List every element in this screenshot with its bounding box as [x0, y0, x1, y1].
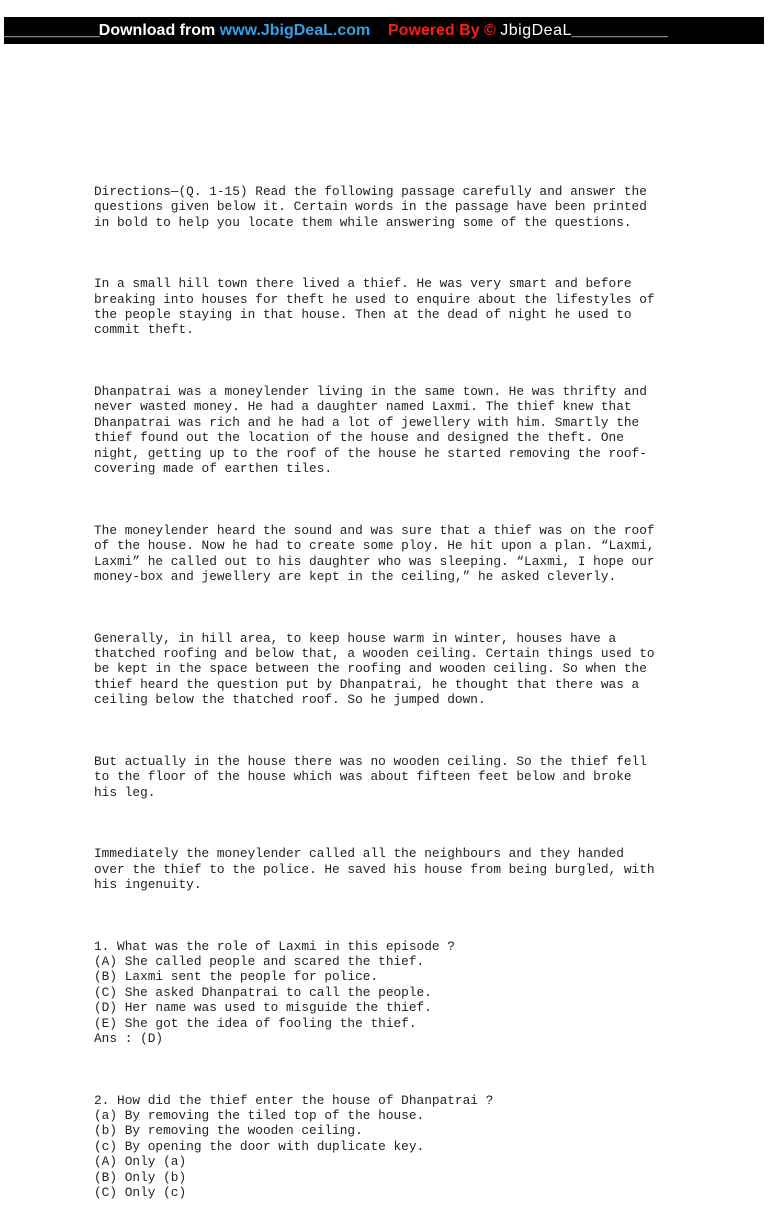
passage-paragraph-2: Dhanpatrai was a moneylender living in the same town. He was thrifty and never wasted money. He had a daughter named Laxmi. The thief knew that Dhanpatrai was rich and he had a lot of jewellery with him. Smartly the thief found out the location of the house and designed the theft. One night, getting up to the roof of the house he started removing the roof- covering made of earthen tiles.: [94, 384, 647, 477]
banner-site-link[interactable]: www.JbigDeaL.com: [219, 22, 371, 39]
document-body: [94, 153, 694, 1231]
directions-paragraph: Directions—(Q. 1-15) Read the following passage carefully and answer the questions given below it. Certain words in the passage have been printed in bold to help you locate them while answering some of the questions.: [94, 183, 647, 230]
download-banner: [4, 17, 764, 44]
banner-powered-by: Powered By ©: [388, 22, 501, 39]
banner-lead-underscores: ____________: [4, 22, 99, 39]
banner-brand: JbigDeaL: [500, 22, 572, 39]
passage-paragraph-6: Immediately the moneylender called all the neighbours and they handed over the thief to the police. He saved his house from being burgled, with his ingenuity.: [94, 846, 655, 892]
passage-paragraph-4: Generally, in hill area, to keep house warm in winter, houses have a thatched roofing and below that, a wooden ceiling. Certain things used to be kept in the space between the roofing and wooden ceiling. So when the thief heard the question put by Dhanpatrai, he thought that there was a ceiling below the thatched roof. So he jumped down.: [94, 630, 655, 708]
question-1: 1. What was the role of Laxmi in this episode ? (A) She called people and scared the thief. (B) Laxmi sent the people for police. (C) She asked Dhanpatrai to call the people. (D) Her name was used to misguide the thief. (E) She got the idea of fooling the thief. Ans : (D): [94, 938, 455, 1047]
question-2: 2. How did the thief enter the house of Dhanpatrai ? (a) By removing the tiled top of the house. (b) By removing the wooden ceiling. (c) By opening the door with duplicate key. (A) Only (a) (B) Only (b) (C) Only (c): [94, 1092, 494, 1201]
passage-paragraph-5: But actually in the house there was no wooden ceiling. So the thief fell to the floor of the house which was about fifteen feet below and broke his leg.: [94, 753, 647, 800]
banner-download-text: Download from: [98, 22, 220, 39]
passage-paragraph-1: In a small hill town there lived a thief. He was very smart and before breaking into houses for theft he used to enquire about the lifestyles of the people staying in that house. Then at the dead of night he used to commit theft.: [94, 276, 655, 338]
banner-tail-underscores: ____________: [571, 22, 667, 39]
passage-paragraph-3: The moneylender heard the sound and was sure that a thief was on the roof of the house. Now he had to create some ploy. He hit upon a plan. “Laxmi, Laxmi” he called out to his daughter who was sleeping. “Laxmi, I hope our money-box and jewellery are kept in the ceiling,” he asked cleverly.: [94, 522, 655, 584]
